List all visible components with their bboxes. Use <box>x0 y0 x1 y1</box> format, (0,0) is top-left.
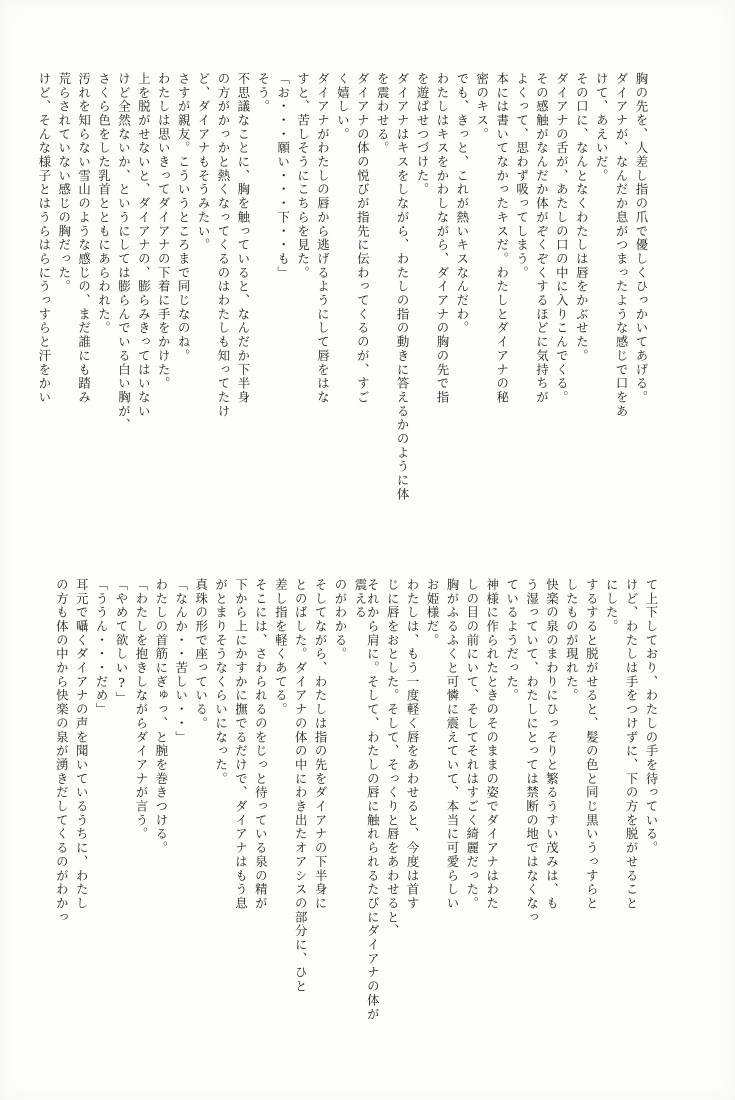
text-line: 真珠の形で座っている。 <box>193 578 209 731</box>
text-line: とのばした。ダイアナの体の中にわき出たオアシスの部分に、ひと <box>293 578 309 994</box>
text-line: 本には書いてなかったキスだ。わたしとダイアナの秘 <box>494 72 510 405</box>
text-line: けど、わたしは手をつけずに、下の方を脱がせること <box>624 578 640 911</box>
text-line: しの目の前にいて、そしてそれはすごく綺麗だった。 <box>464 578 480 911</box>
text-line: 密のキス。 <box>474 72 490 142</box>
text-line: けど全然ないか、というにしては膨らんでいる白い胸が、 <box>116 72 132 433</box>
text-line: ているようだった。 <box>504 578 520 703</box>
text-line: すと、苦しそうにこちらを見た。 <box>295 72 311 280</box>
text-line: の方も体の中から快楽の泉が湧きだしてくるのがわかっ <box>54 578 70 925</box>
text-line: 「なんか・・苦しい・・」 <box>173 578 189 745</box>
text-line: でも、きっと、これが熱いキスなんだわ。 <box>454 72 470 336</box>
text-block-lower <box>47 578 657 1028</box>
text-line: を震わせる。 <box>375 72 391 156</box>
text-line: するすると脱がせると、髪の色と同じ黒いうっすらと <box>584 578 600 911</box>
text-line: そこには、さわられるのをじっと待っている泉の精が <box>253 578 269 911</box>
text-line: そう。 <box>255 72 271 114</box>
text-line: 「わたしを抱きしながらダイアナが言う。 <box>133 578 149 842</box>
text-line: ダイアナがわたしの唇から逃げるようにして唇をはな <box>315 72 331 405</box>
text-line: 下から上にかすかに撫でるだけで、ダイアナはもう息 <box>233 578 249 911</box>
text-line: ダイアナはキスをしながら、わたしの指の動きに答えるかのように体 <box>395 72 411 502</box>
text-line: 荒らされていない感じの胸だった。 <box>56 72 72 294</box>
text-line: 胸の先を、人差し指の爪で優しくひっかいてあげる。 <box>634 72 649 405</box>
text-line: がとまりそうなくらいになった。 <box>213 578 229 786</box>
text-line: 「ううん・・・だめ」 <box>94 578 110 717</box>
text-line: の方がかっかと熱くなってくるのはわたしも知ってたけ <box>215 72 231 419</box>
text-line: のがわかる。 <box>333 578 348 662</box>
text-line: わたしは思いきってダイアナの下着に手をかけた。 <box>156 72 172 391</box>
text-line: 不思議なことに、胸を触っていると、なんだか下半身 <box>235 72 251 405</box>
text-line: そしてながら、わたしは指の先をダイアナの下半身に <box>313 578 329 911</box>
text-line: 耳元で囁くダイアナの声を聞いているうちに、わたし <box>74 578 90 911</box>
text-line: さくら色をした乳首とともにあらわれた。 <box>96 72 112 336</box>
text-line: 神様に作られたときのそのままの姿でダイアナはわた <box>484 578 500 911</box>
text-line: わたしは、もう一度軽く唇をあわせると、今度は首す <box>405 578 421 911</box>
text-line: を遊ばせつづけた。 <box>415 72 431 197</box>
text-line: その口に、なんとなくわたしは唇をかぶせた。 <box>574 72 590 363</box>
text-line: ダイアナの体の悦びが指先に伝わってくるのが、すご <box>355 72 371 405</box>
text-line: その感触がなんだか体がぞくぞくするほどに気持ちが <box>534 72 550 405</box>
text-block-upper <box>30 72 647 502</box>
text-line: お姫様だ。 <box>425 578 441 648</box>
text-line: 差し指を軽くあてる。 <box>273 578 289 717</box>
text-line: じに唇をおとした。そして、そっくりと唇をあわせると、 <box>385 578 401 939</box>
text-line: わたしはキスをかわしながら、ダイアナの胸の先で指 <box>434 72 450 405</box>
text-line: 「お・・・願い・・・下・・も」 <box>275 72 291 280</box>
text-line: わたしの首筋にぎゅっ、と腕を巻きつける。 <box>153 578 169 855</box>
text-line: ど、ダイアナもそうみたい。 <box>196 72 212 253</box>
text-line: て上下しており、わたしの手を待っている。 <box>644 578 659 855</box>
text-line: にした。 <box>604 578 620 634</box>
text-line: 胸がふるふくと可憐に震えていて、本当に可愛らしい <box>444 578 460 911</box>
text-line: よくって、思わず吸ってしまう。 <box>514 72 530 280</box>
text-line: ダイアナの舌が、あたしの口の中に入りこんでくる。 <box>554 72 570 405</box>
text-line: く嬉しい。 <box>335 72 351 142</box>
text-line: けど、そんな様子とはうらはらにうっすらと汗をかい <box>36 72 52 405</box>
text-line: それから肩に。そして、わたしの唇に触れられるたびにダイアナの体が震える <box>352 578 381 1022</box>
text-line: ダイアナが、なんだか息がつまったような感じで口をあ <box>614 72 630 419</box>
text-line: けて、あえいだ。 <box>594 72 610 183</box>
text-line: う湿っていて、わたしにとっては禁断の地ではなくなっ <box>524 578 540 925</box>
text-line: 汚れを知らない雪山のような感じの、まだ誰にも踏み <box>76 72 92 405</box>
text-line: したものが現れた。 <box>564 578 580 703</box>
text-line: さすが親友。こういうところまで同じなのね。 <box>176 72 192 363</box>
text-line: 上を脱がせないと、ダイアナの、膨らみきってはいない <box>136 72 152 419</box>
text-line: 快楽の泉のまわりにひっそりと繁るうすい茂みは、も <box>544 578 560 911</box>
text-line: 「やめて欲しい?」 <box>114 578 130 706</box>
